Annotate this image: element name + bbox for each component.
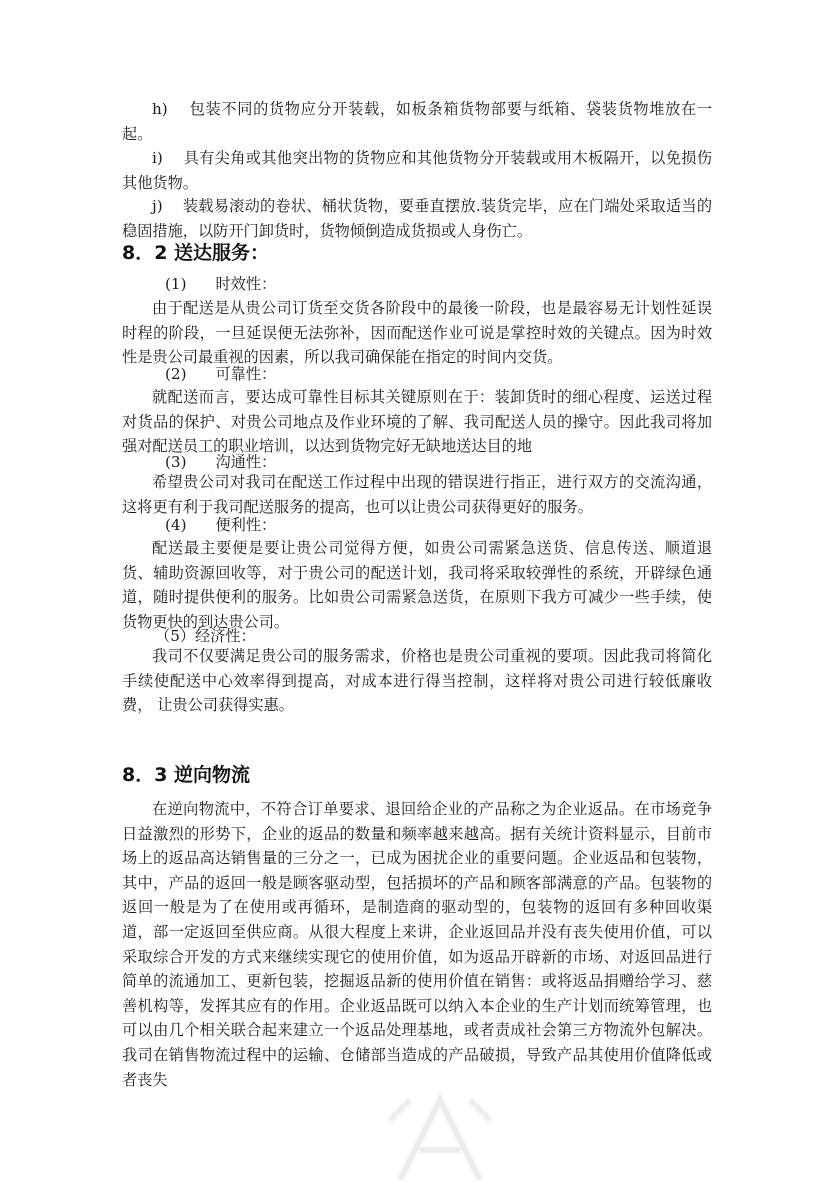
list-item-j [122,194,712,243]
list-marker: h) [152,100,168,118]
sub-heading-number: (4) [165,516,187,534]
sub-heading-reliability [165,362,276,387]
paragraph-economy: 我司不仅要满足贵公司的服务需求，价格也是贵公司重视的要项。因此我司将简化手续使配送中心效率得到提高，对成本进行得当控制，这样将对贵公司进行较低廉收费， 让贵公司获得实惠。 [122,647,712,715]
list-item-h [122,97,712,146]
sub-heading-timeliness [165,272,276,297]
section-heading-8-3: 8．3 逆向物流 [122,764,251,786]
list-marker: j) [152,197,163,215]
list-item-i [122,146,712,195]
list-text: 装载易滚动的卷状、桶状货物，要垂直摆放.装货完毕，应在门端处采取适当的稳固措施，以防开门卸货时，货物倾倒造成货损或人身伤亡。 [122,197,713,240]
sub-heading-convenience [165,513,276,538]
sub-heading-title: 沟通性： [215,453,277,471]
paragraph-timeliness: 由于配送是从贵公司订货至交货各阶段中的最後一阶段，也是最容易无计划性延误时程的阶段，一旦延误便无法弥补，因而配送作业可说是掌控时效的关键点。因为时效性是贵公司最重视的因素，所以我司确保能在指定的时间内交货。 [122,299,712,367]
list-marker: i) [152,149,163,167]
sub-heading-number: (2) [165,365,187,383]
sub-heading-number: (3) [165,453,187,471]
paragraph-reliability: 就配送而言，要达成可靠性目标其关键原则在于：装卸货时的细心程度、运送过程对货品的保护、对贵公司地点及作业环境的了解、我司配送人员的操守。因此我司将加强对配送员工的职业培训，以达到货物完好无缺地送达目的地 [122,388,712,456]
sub-heading-title: 便利性： [215,516,277,534]
list-text: 具有尖角或其他突出物的货物应和其他货物分开装载或用木板隔开，以免损伤其他货物。 [122,149,713,192]
paragraph-communication: 希望贵公司对我司在配送工作过程中出现的错误进行指正，进行双方的交流沟通，这将更有利于我司配送服务的提高，也可以让贵公司获得更好的服务。 [122,473,712,516]
sub-heading-title: 时效性： [215,275,277,293]
sub-heading-number: (1) [165,275,187,293]
list-text: 包装不同的货物应分开装载，如板条箱货物部要与纸箱、袋装货物堆放在一起。 [122,100,712,143]
paragraph-reverse-logistics: 在逆向物流中，不符合订单要求、退回给企业的产品称之为企业返品。在市场竞争日益激烈的形势下，企业的返品的数量和频率越来越高。据有关统计资料显示，目前市场上的返品高达销售量的三分之一，已成为困扰企业的重要问题。企业返品和包装物，其中，产品的返回一般是顾客驱动型，包括损坏的产品和顾客部满意的产品。包装物的返回一般是为了在使用或再循环，是制造商的驱动型的，包装物的返回有多种回收渠道，部一定返回至供应商。从很大程度上来讲，企业返回品并没有丧失使用价值，可以采取综合开发的方式来继续实现它的使用价值，如为返品开辟新的市场、对返回品进行简单的流通加工、更新包装，挖掘返品新的使用价值在销售：或将返品捐赠给学习、慈善机构等，发挥其应有的作用。企业返品既可以纳入本企业的生产计划而统筹管理，也可以由几个相关联合起来建立一个返品处理基地，或者责成社会第三方物流外包解决。我司在销售物流过程中的运输、仓储部当造成的产品破损，导致产品其使用价值降低或者丧失 [122,800,712,1089]
sub-heading-title: 可靠性： [215,365,277,383]
paragraph-convenience: 配送最主要便是要让贵公司觉得方便，如贵公司需紧急送货、信息传送、顺道退货、辅助资源回收等，对于贵公司的配送计划，我司将采取较弹性的系统，开辟绿色通道，随时提供便利的服务。比如贵公司需紧急送货，在原则下我方可减少一些手续，使货物更快的到达贵公司。 [122,539,712,631]
sub-heading-number: （5） [155,627,196,645]
sub-heading-title: 经济性： [195,627,256,645]
section-heading-8-2: 8．2 送达服务： [122,242,270,264]
